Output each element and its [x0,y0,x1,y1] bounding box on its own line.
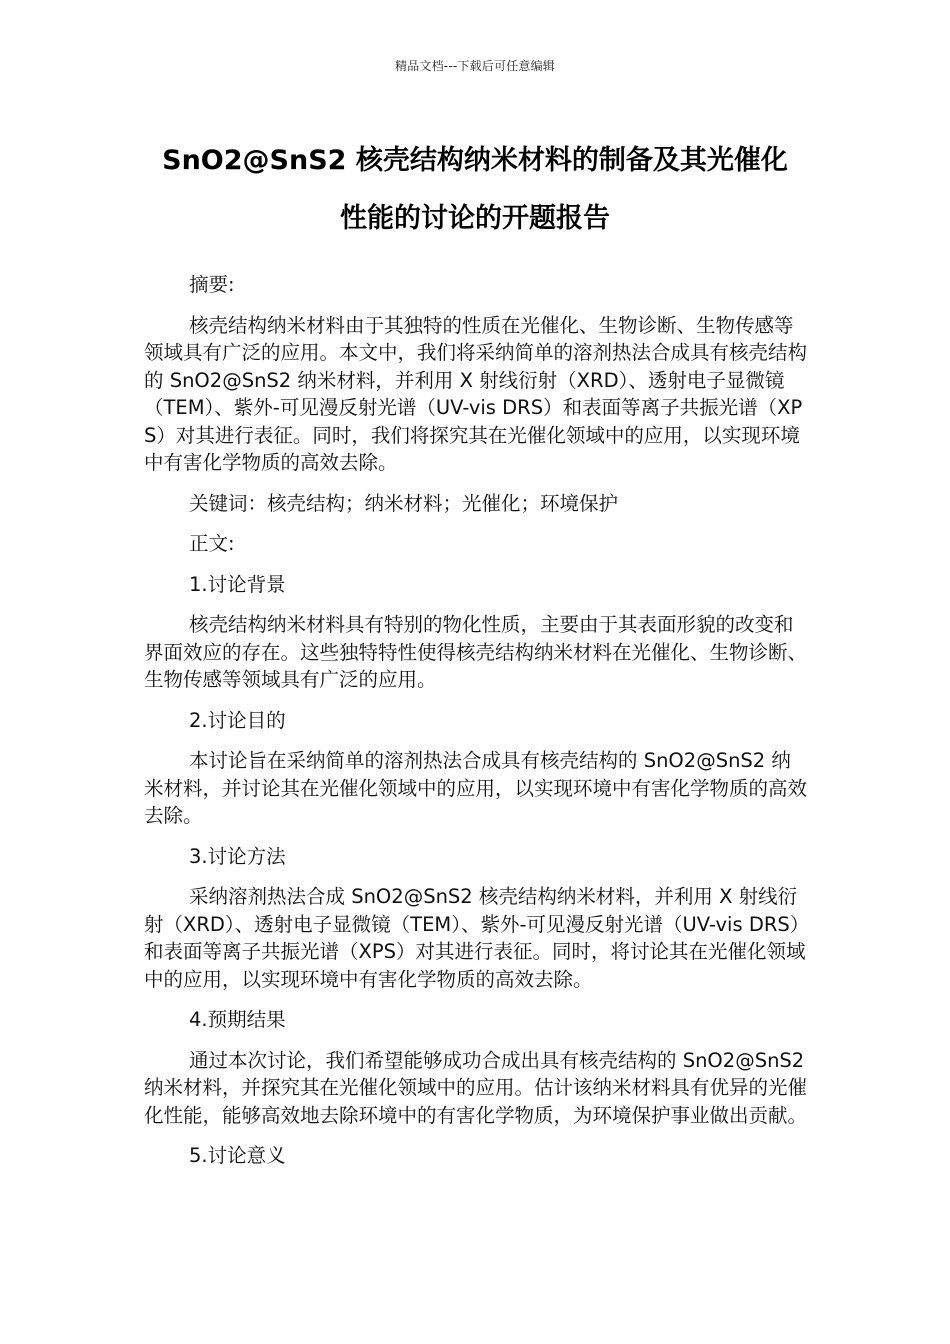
section-text-purpose: 本讨论旨在采纳简单的溶剂热法合成具有核壳结构的 SnO2@SnS2 纳米材料，并讨论其在光催化领域中的应用，以实现环境中有害化学物质的高效去除。 [144,749,808,827]
document-title-line-2: 性能的讨论的开题报告 [340,203,610,234]
header-note: 精品文档---下载后可任意编辑 [395,59,555,73]
abstract-label: 摘要: [189,273,235,296]
section-text-background: 核壳结构纳米材料具有特别的物化性质，主要由于其表面形貌的改变和界面效应的存在。这些独特特性使得核壳结构纳米材料在光催化、生物诊断、生物传感等领域具有广泛的应用。 [144,613,808,691]
section-text-method: 采纳溶剂热法合成 SnO2@SnS2 核壳结构纳米材料，并利用 X 射线衍射（XRD）、透射电子显微镜（TEM）、紫外-可见漫反射光谱（UV-vis DRS）和表面等离子共振光谱（XPS）对其进行表征。同时，将讨论其在光催化领域中的应用，以实现环境中有害化学物质的高效去除。 [144,885,806,991]
section-heading-purpose: 2.讨论目的 [189,708,286,732]
section-heading-significance: 5.讨论意义 [189,1144,286,1167]
document-title-line-1: SnO2@SnS2 核壳结构纳米材料的制备及其光催化 [162,145,788,176]
keywords: 关键词：核壳结构；纳米材料；光催化；环境保护 [189,491,619,515]
section-heading-method: 3.讨论方法 [189,844,286,868]
section-text-expected-results: 通过本次讨论，我们希望能够成功合成出具有核壳结构的 SnO2@SnS2 纳米材料，并探究其在光催化领域中的应用。估计该纳米材料具有优异的光催化性能，能够高效地去除环境中的有害化学物质，为环境保护事业做出贡献。 [144,1048,808,1127]
document-body [144,271,808,1183]
abstract-text: 核壳结构纳米材料由于其独特的性质在光催化、生物诊断、生物传感等领域具有广泛的应用。本文中，我们将采纳简单的溶剂热法合成具有核壳结构的 SnO2@SnS2 纳米材料，并利用 X 射线衍射（XRD）、透射电子显微镜（TEM）、紫外-可见漫反射光谱（UV-vis DRS）和表面等离子共振光谱（XPS）对其进行表征。同时，我们将探究其在光催化领域中的应用，以实现环境中有害化学物质的高效去除。 [144,313,808,474]
body-label: 正文: [189,532,235,555]
section-heading-expected-results: 4.预期结果 [189,1008,286,1031]
section-heading-background: 1.讨论背景 [189,572,286,596]
